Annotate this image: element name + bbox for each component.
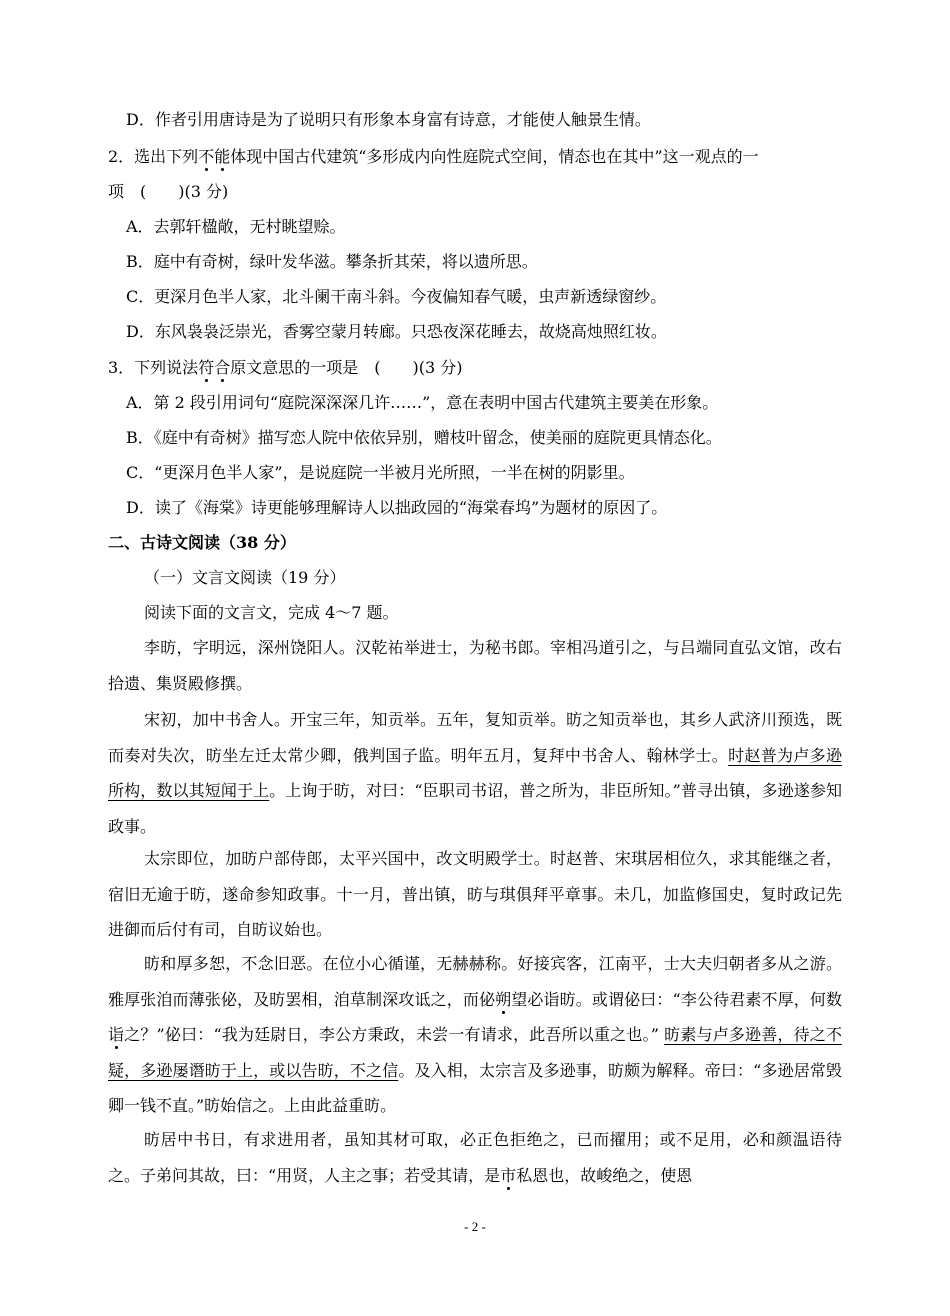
section-heading: 二、古诗文阅读（38 分） (108, 533, 296, 552)
subsection-heading: （一）文言文阅读（19 分） (144, 568, 346, 587)
emphasis-dot-char: 符 (198, 358, 215, 377)
page-number: - 2 - (464, 1219, 486, 1234)
q2-stem: 2．选出下列不能体现中国古代建筑“多形成内向性庭院式空间，情态也在其中”这一观点的一 (108, 147, 759, 166)
emphasis-dot-char: 市 (500, 1165, 517, 1185)
emphasis-dot-char: 不 (198, 147, 215, 166)
q3-stem: 3．下列说法符合原文意思的一项是 ( )(3 分) (108, 358, 463, 377)
passage-paragraph-1: 李昉，字明远，深州饶阳人。汉乾祐举进士，为秘书郎。宰相冯道引之，与吕端同直弘文馆，改右拾遗、集贤殿修撰。 (108, 638, 842, 693)
emphasis-dot-char: 能 (214, 147, 231, 166)
passage-paragraph-2: 宋初，加中书舍人。开宝三年，知贡举。五年，复知贡举。昉之知贡举也，其乡人武济川预选，既而奏对失次，昉坐左迁太常少卿，俄判国子监。明年五月，复拜中书舍人、翰林学士。时赵普为卢多逊所构，数以其短闻于上。上询于昉，对曰：“臣职司书诏，普之所为，非臣所知。”普寻出镇，多逊遂参知政事。 (108, 710, 842, 836)
q3-option-b: B．《庭中有奇树》描写恋人院中依依异别，赠枝叶留念，使美丽的庭院更具情态化。 (126, 428, 722, 447)
underlined-sentence: 昉素与卢多逊善，待之不疑，多逊屡谮昉于上，或以告昉，不之信 (108, 1025, 842, 1080)
q3-option-a: A．第 2 段引用词句“庭院深深深几许……”，意在表明中国古代建筑主要美在形象。 (126, 393, 719, 412)
q2-option-c: C．更深月色半人家，北斗阑干南斗斜。今夜偏知春气暖，虫声新透绿窗纱。 (126, 287, 667, 306)
emphasis-dot-char: 诣 (108, 1025, 125, 1044)
q2-stem-cont: 项 ( )(3 分) (108, 182, 229, 201)
emphasis-dot-char: 合 (214, 358, 231, 377)
q2-option-a: A．去郭轩楹敞，无村眺望赊。 (126, 217, 346, 236)
emphasis-dot-char: 朔 (495, 989, 512, 1009)
q3-option-c: C．“更深月色半人家”，是说庭院一半被月光所照，一半在树的阴影里。 (126, 463, 635, 482)
underlined-sentence: 时赵普为卢多逊所构，数以其短闻于上 (108, 745, 842, 800)
q3-option-d: D．读了《海棠》诗更能够理解诗人以拙政园的“海棠春坞”为题材的原因了。 (126, 498, 668, 517)
q2-option-b: B．庭中有奇树，绿叶发华滋。攀条折其荣，将以遗所思。 (126, 252, 538, 271)
passage-paragraph-5: 昉居中书日，有求进用者，虽知其材可取，必正色拒绝之，已而擢用；或不足用，必和颜温语待之。子弟问其故，曰：“用贤，人主之事；若受其请，是市私恩也，故峻绝之，使恩 (108, 1130, 842, 1185)
passage-paragraph-4: 昉和厚多恕，不念旧恶。在位小心循谨，无赫赫称。好接宾客，江南平，士大夫归朝者多从之游。雅厚张洎而薄张佖，及昉罢相，洎草制深攻诋之，而佖朔望必诣昉。或谓佖曰：“李公待君素不厚，何数诣之？”佖曰：“我为廷尉日，李公方秉政，未尝一有请求，此吾所以重之也。” 昉素与卢多逊善，待之不疑，多逊屡谮昉于上，或以告昉，不之信。及入相，太宗言及多逊事，昉颇为解释。帝曰：“多逊居常毁卿一钱不直。”昉始信之。上由此益重昉。 (108, 954, 842, 1115)
passage-paragraph-3: 太宗即位，加昉户部侍郎，太平兴国中，改文明殿学士。时赵普、宋琪居相位久，求其能继之者，宿旧无逾于昉，遂命参知政事。十一月，普出镇，昉与琪俱拜平章事。未几，加监修国史，复时政记先进御而后付有司，自昉议始也。 (108, 849, 842, 939)
q1-option-d: D．作者引用唐诗是为了说明只有形象本身富有诗意，才能使人触景生情。 (126, 110, 651, 129)
instruction: 阅读下面的文言文，完成 4～7 题。 (144, 603, 399, 622)
q2-option-d: D．东风袅袅泛崇光，香雾空蒙月转廊。只恐夜深花睡去，故烧高烛照红妆。 (126, 322, 667, 341)
